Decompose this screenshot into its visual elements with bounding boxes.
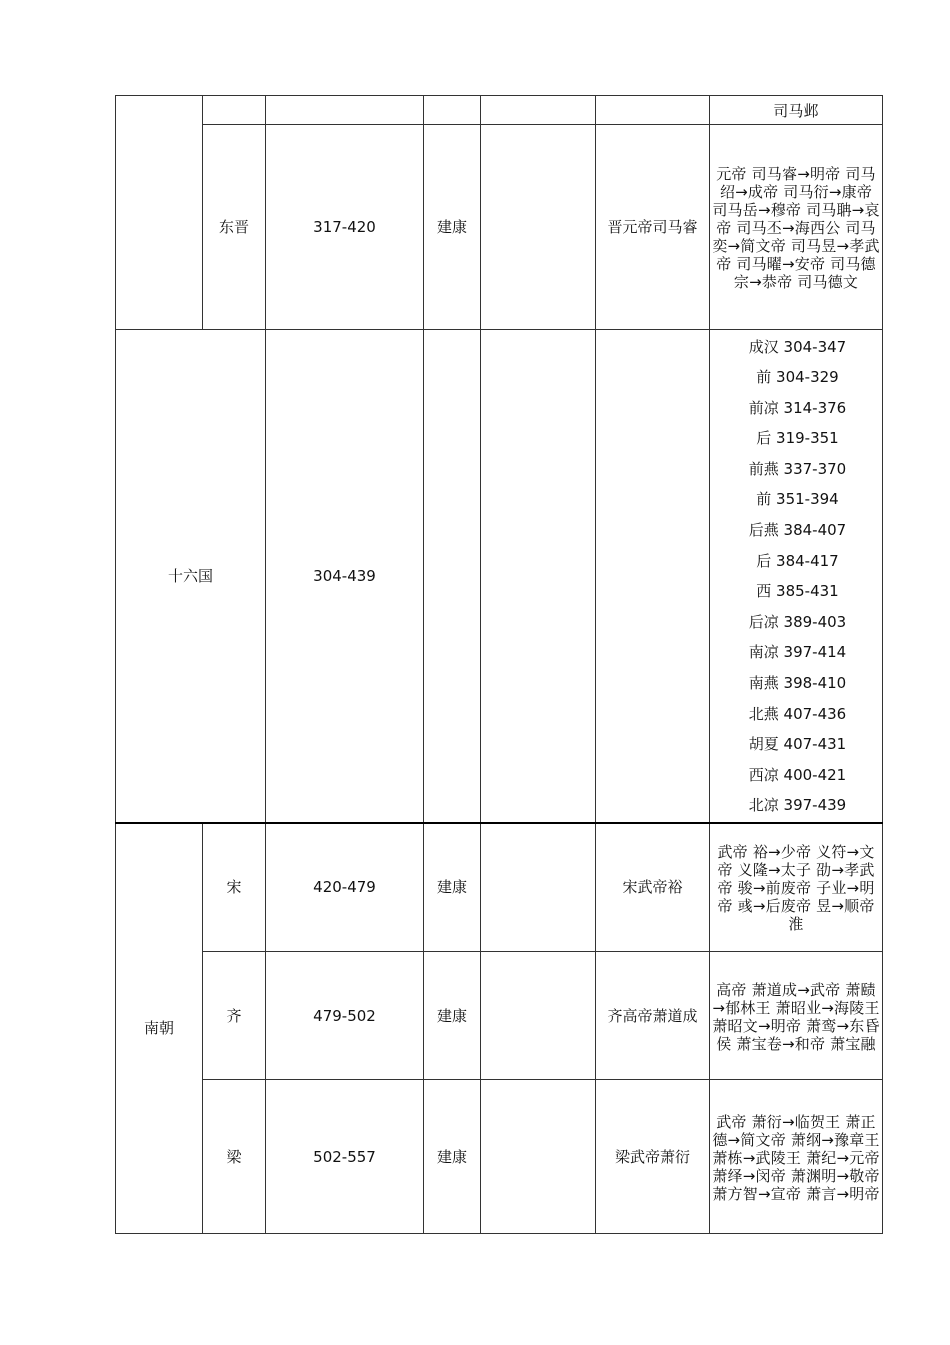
founder-cell: 齐高帝萧道成 <box>596 952 710 1080</box>
dynasty-cell: 东晋 <box>203 125 266 330</box>
dynasty-cell <box>203 96 266 125</box>
table-row <box>116 125 883 330</box>
table-row <box>116 1080 883 1234</box>
states-list <box>710 330 883 823</box>
rulers-cell: 武帝 萧衍→临贺王 萧正德→简文帝 萧纲→豫章王 萧栋→武陵王 萧纪→元帝 萧绎→闵帝 萧渊明→敬帝 萧方智→宣帝 萧言→明帝 <box>710 1080 883 1234</box>
table-row <box>116 952 883 1080</box>
capital-cell: 建康 <box>424 1080 481 1234</box>
dynasty-cell: 梁 <box>203 1080 266 1234</box>
list-item: 北凉 397-439 <box>748 796 847 815</box>
founder-cell: 晋元帝司马睿 <box>596 125 710 330</box>
list-item: 胡夏 407-431 <box>748 735 847 754</box>
list-item: 后 384-417 <box>756 551 839 570</box>
table-row <box>116 330 883 823</box>
list-item: 西 385-431 <box>756 582 839 601</box>
list-item: 南燕 398-410 <box>748 674 847 693</box>
capital-cell <box>424 96 481 125</box>
rulers-cell: 武帝 裕→少帝 义符→文帝 义隆→太子 劭→孝武帝 骏→前废帝 子业→明帝 彧→后废帝 昱→顺帝 淮 <box>710 823 883 952</box>
founder-cell: 宋武帝裕 <box>596 823 710 952</box>
dynasty-cell: 十六国 <box>116 330 266 823</box>
blank-cell <box>481 125 596 330</box>
rulers-cell: 元帝 司马睿→明帝 司马绍→成帝 司马衍→康帝 司马岳→穆帝 司马聃→哀帝 司马丕→海西公 司马奕→简文帝 司马昱→孝武帝 司马曜→安帝 司马德宗→恭帝 司马德文 <box>710 125 883 330</box>
rulers-cell: 司马邺 <box>710 96 883 125</box>
years-cell: 317-420 <box>266 125 424 330</box>
list-item: 前凉 314-376 <box>748 398 847 417</box>
list-item: 后凉 389-403 <box>748 612 847 631</box>
blank-cell <box>481 330 596 823</box>
capital-cell: 建康 <box>424 125 481 330</box>
years-cell: 502-557 <box>266 1080 424 1234</box>
years-cell: 479-502 <box>266 952 424 1080</box>
years-cell: 304-439 <box>266 330 424 823</box>
list-item: 西凉 400-421 <box>748 765 847 784</box>
table-row <box>116 823 883 952</box>
years-cell <box>266 96 424 125</box>
founder-cell <box>596 96 710 125</box>
dynasty-cell: 宋 <box>203 823 266 952</box>
founder-cell <box>596 330 710 823</box>
rulers-cell: 高帝 萧道成→武帝 萧赜→郁林王 萧昭业→海陵王 萧昭文→明帝 萧鸾→东昏侯 萧宝卷→和帝 萧宝融 <box>710 952 883 1080</box>
blank-cell <box>481 96 596 125</box>
list-item: 前 351-394 <box>756 490 839 509</box>
dynasty-table <box>115 95 883 1234</box>
capital-cell: 建康 <box>424 823 481 952</box>
group-cell-nanchao: 南朝 <box>116 823 203 1234</box>
list-item: 成汉 304-347 <box>748 337 847 356</box>
list-item: 后 319-351 <box>756 429 839 448</box>
blank-cell <box>481 1080 596 1234</box>
capital-cell <box>424 330 481 823</box>
list-item: 前燕 337-370 <box>748 459 847 478</box>
capital-cell: 建康 <box>424 952 481 1080</box>
blank-cell <box>481 952 596 1080</box>
dynasty-cell: 齐 <box>203 952 266 1080</box>
list-item: 北燕 407-436 <box>748 704 847 723</box>
list-item: 前 304-329 <box>756 368 839 387</box>
founder-cell: 梁武帝萧衍 <box>596 1080 710 1234</box>
group-cell-jin <box>116 96 203 330</box>
list-item: 南凉 397-414 <box>748 643 847 662</box>
blank-cell <box>481 823 596 952</box>
list-item: 后燕 384-407 <box>748 521 847 540</box>
table-row <box>116 96 883 125</box>
years-cell: 420-479 <box>266 823 424 952</box>
